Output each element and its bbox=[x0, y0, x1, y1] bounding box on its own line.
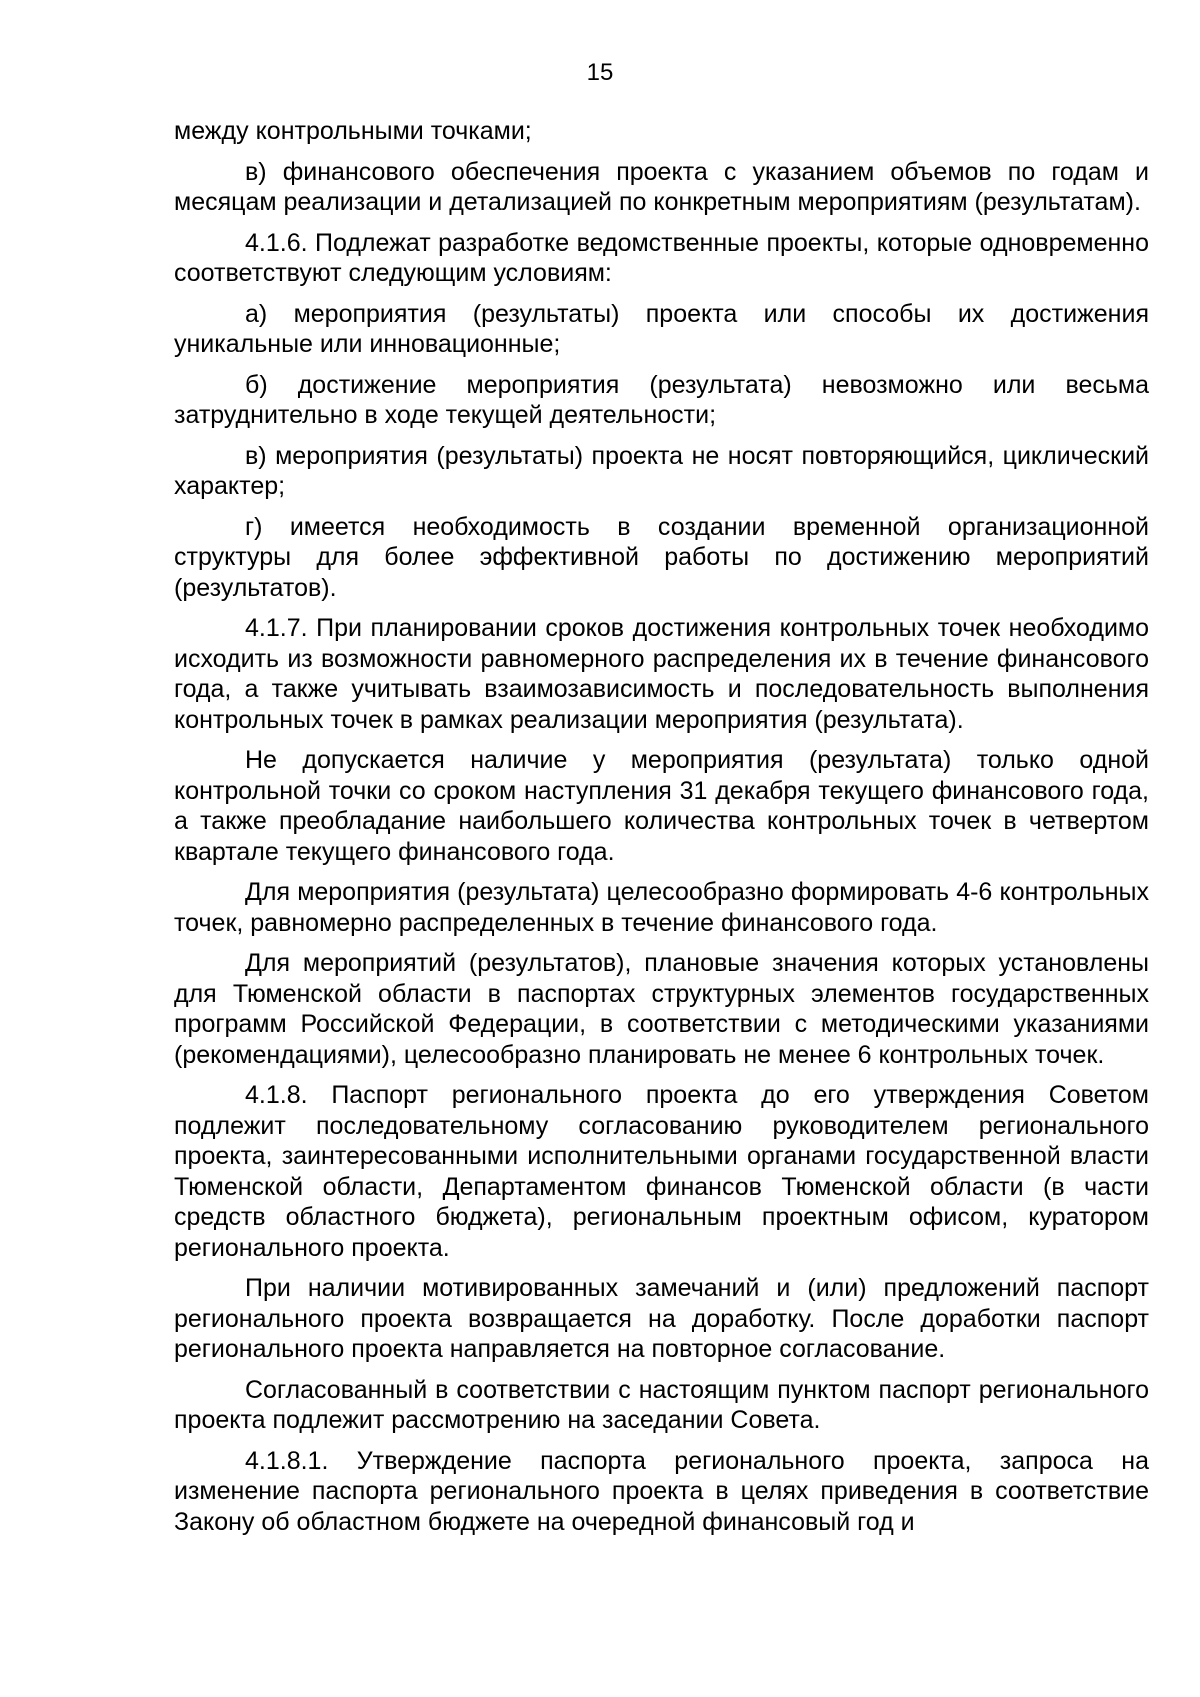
paragraph: г) имеется необходимость в создании временной организационной структуры для более эффективной работы по достижению мероприятий (результатов). bbox=[174, 512, 1149, 602]
paragraph: Для мероприятия (результата) целесообразно формировать 4-6 контрольных точек, равномерно распределенных в течение финансового года. bbox=[174, 878, 1149, 937]
paragraph: 4.1.8. Паспорт регионального проекта до его утверждения Советом подлежит последовательному согласованию руководителем регионального проекта, заинтересованными исполнительными органами государственной власти Тюменской области, Департаментом финансов Тюменской области (в части средств областного бюджета), региональным проектным офисом, куратором регионального проекта. bbox=[174, 1081, 1149, 1262]
paragraph: 4.1.8.1. Утверждение паспорта регионального проекта, запроса на изменение паспорта регионального проекта в целях приведения в соответствие Закону об областном бюджете на очередной финансовый год и bbox=[174, 1446, 1149, 1536]
paragraph: в) финансового обеспечения проекта с указанием объемов по годам и месяцам реализации и детализацией по конкретным мероприятиям (результатам). bbox=[174, 157, 1149, 216]
paragraph: При наличии мотивированных замечаний и (или) предложений паспорт регионального проекта возвращается на доработку. После доработки паспорт регионального проекта направляется на повторное согласование. bbox=[174, 1274, 1149, 1363]
page-number: 15 bbox=[586, 59, 614, 86]
paragraph: между контрольными точками; bbox=[174, 117, 532, 145]
paragraph: а) мероприятия (результаты) проекта или способы их достижения уникальные или инновационные; bbox=[174, 299, 1149, 358]
paragraph: Согласованный в соответствии с настоящим пунктом паспорт регионального проекта подлежит рассмотрению на заседании Совета. bbox=[174, 1375, 1149, 1434]
document-body bbox=[174, 116, 1149, 1547]
paragraph: Не допускается наличие у мероприятия (результата) только одной контрольной точки со сроком наступления 31 декабря текущего финансового года, а также преобладание наибольшего количества контрольных точек в четвертом квартале текущего финансового года. bbox=[174, 746, 1149, 866]
paragraph: 4.1.7. При планировании сроков достижения контрольных точек необходимо исходить из возможности равномерного распределения их в течение финансового года, а также учитывать взаимозависимость и последовательность выполнения контрольных точек в рамках реализации мероприятия (результата). bbox=[174, 614, 1149, 734]
paragraph: 4.1.6. Подлежат разработке ведомственные проекты, которые одновременно соответствуют следующим условиям: bbox=[174, 228, 1149, 287]
paragraph: Для мероприятий (результатов), плановые значения которых установлены для Тюменской области в паспортах структурных элементов государственных программ Российской Федерации, в соответствии с методическими указаниями (рекомендациями), целесообразно планировать не менее 6 контрольных точек. bbox=[174, 949, 1149, 1069]
paragraph: б) достижение мероприятия (результата) невозможно или весьма затруднительно в ходе текущей деятельности; bbox=[174, 370, 1149, 429]
paragraph: в) мероприятия (результаты) проекта не носят повторяющийся, циклический характер; bbox=[174, 441, 1149, 500]
